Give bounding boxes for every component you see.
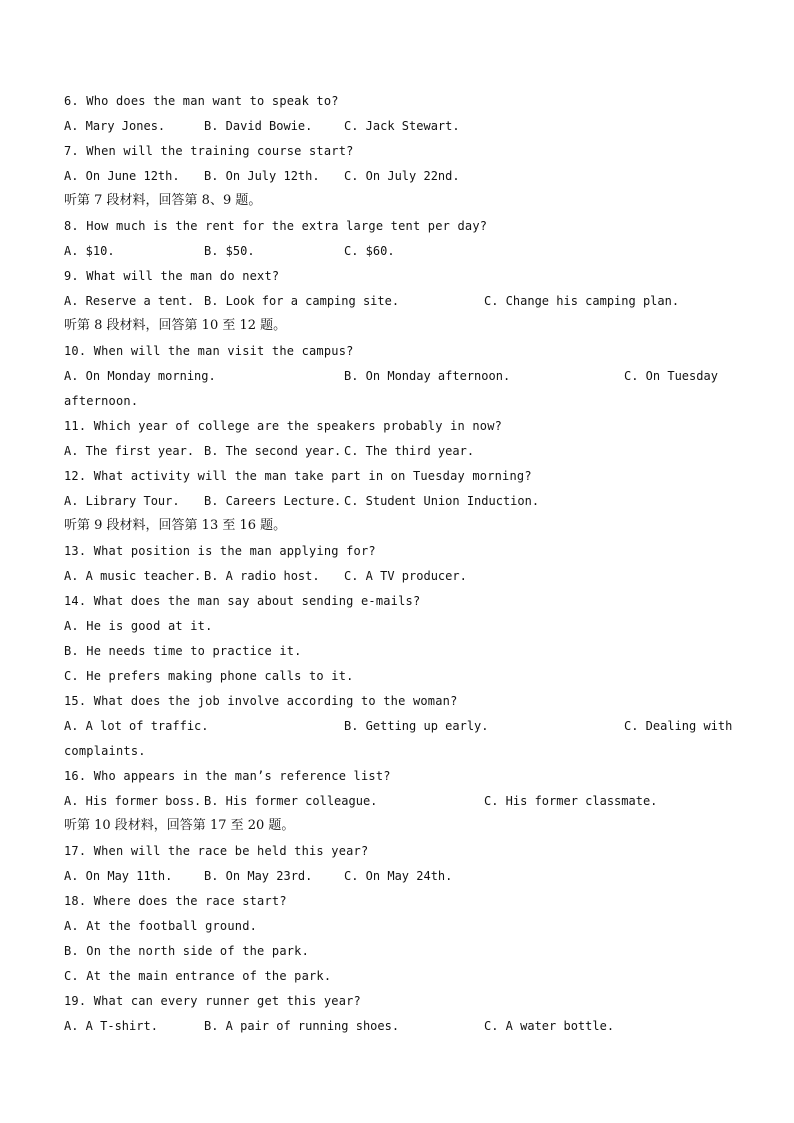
option-a: A. His former boss.	[64, 794, 202, 808]
option-c: C. $60.	[344, 244, 395, 258]
option-c: C. The third year.	[344, 444, 475, 458]
options-row	[64, 117, 744, 142]
options-row	[64, 367, 744, 392]
text-line: A. At the football ground.	[64, 919, 258, 933]
option-a: A. Reserve a tent.	[64, 294, 195, 308]
options-row	[64, 792, 744, 817]
question-list	[64, 92, 744, 1042]
text-line: 10. When will the man visit the campus?	[64, 344, 354, 358]
section-instruction: 听第 7 段材料，回答第 8、9 题。	[64, 193, 262, 208]
option-a: A. A lot of traffic.	[64, 719, 209, 733]
option-b: B. On May 23rd.	[204, 869, 313, 883]
text-line: B. He needs time to practice it.	[64, 644, 302, 658]
option-c: C. On July 22nd.	[344, 169, 460, 183]
text-line: 9. What will the man do next?	[64, 269, 280, 283]
option-a: A. On May 11th.	[64, 869, 173, 883]
option-c: C. A TV producer.	[344, 569, 467, 583]
option-b: B. The second year.	[204, 444, 342, 458]
option-a: A. On Monday morning.	[64, 369, 216, 383]
option-a: A. The first year.	[64, 444, 195, 458]
option-b: B. Careers Lecture.	[204, 494, 342, 508]
option-b: B. On July 12th.	[204, 169, 320, 183]
option-c: C. Change his camping plan.	[484, 294, 680, 308]
option-a: A. Library Tour.	[64, 494, 180, 508]
option-b: B. A radio host.	[204, 569, 320, 583]
option-b: B. Getting up early.	[344, 719, 489, 733]
text-line: 11. Which year of college are the speakers probably in now?	[64, 419, 503, 433]
option-a: A. A music teacher.	[64, 569, 202, 583]
text-line: 14. What does the man say about sending e-mails?	[64, 594, 421, 608]
option-c: C. Dealing with	[624, 719, 733, 733]
text-line: 7. When will the training course start?	[64, 144, 354, 158]
options-row	[64, 867, 744, 892]
option-c: C. Student Union Induction.	[344, 494, 540, 508]
option-b: B. A pair of running shoes.	[204, 1019, 400, 1033]
option-a: A. $10.	[64, 244, 115, 258]
option-b: B. His former colleague.	[204, 794, 378, 808]
options-row	[64, 292, 744, 317]
option-a: A. A T-shirt.	[64, 1019, 158, 1033]
option-c: C. Jack Stewart.	[344, 119, 460, 133]
option-b: B. David Bowie.	[204, 119, 313, 133]
text-line: 17. When will the race be held this year?	[64, 844, 369, 858]
options-row	[64, 442, 744, 467]
text-line: C. He prefers making phone calls to it.	[64, 669, 354, 683]
options-row	[64, 717, 744, 742]
options-row	[64, 1017, 744, 1042]
text-line: C. At the main entrance of the park.	[64, 969, 332, 983]
options-row	[64, 492, 744, 517]
option-c: C. On Tuesday	[624, 369, 718, 383]
text-line: 13. What position is the man applying for?	[64, 544, 376, 558]
options-row	[64, 567, 744, 592]
option-a: A. On June 12th.	[64, 169, 180, 183]
section-instruction: 听第 10 段材料，回答第 17 至 20 题。	[64, 818, 295, 833]
option-b: B. Look for a camping site.	[204, 294, 400, 308]
option-c: C. His former classmate.	[484, 794, 658, 808]
text-line: afternoon.	[64, 394, 139, 408]
options-row	[64, 242, 744, 267]
text-line: complaints.	[64, 744, 146, 758]
option-b: B. On Monday afternoon.	[344, 369, 511, 383]
text-line: 19. What can every runner get this year?	[64, 994, 361, 1008]
text-line: B. On the north side of the park.	[64, 944, 310, 958]
option-c: C. A water bottle.	[484, 1019, 615, 1033]
text-line: 6. Who does the man want to speak to?	[64, 94, 339, 108]
section-instruction: 听第 9 段材料，回答第 13 至 16 题。	[64, 518, 287, 533]
text-line: 8. How much is the rent for the extra large tent per day?	[64, 219, 488, 233]
text-line: A. He is good at it.	[64, 619, 213, 633]
option-b: B. $50.	[204, 244, 255, 258]
text-line: 16. Who appears in the man’s reference list?	[64, 769, 391, 783]
option-c: C. On May 24th.	[344, 869, 453, 883]
section-instruction: 听第 8 段材料，回答第 10 至 12 题。	[64, 318, 287, 333]
options-row	[64, 167, 744, 192]
text-line: 12. What activity will the man take part in on Tuesday morning?	[64, 469, 532, 483]
option-a: A. Mary Jones.	[64, 119, 166, 133]
text-line: 15. What does the job involve according to the woman?	[64, 694, 458, 708]
text-line: 18. Where does the race start?	[64, 894, 287, 908]
